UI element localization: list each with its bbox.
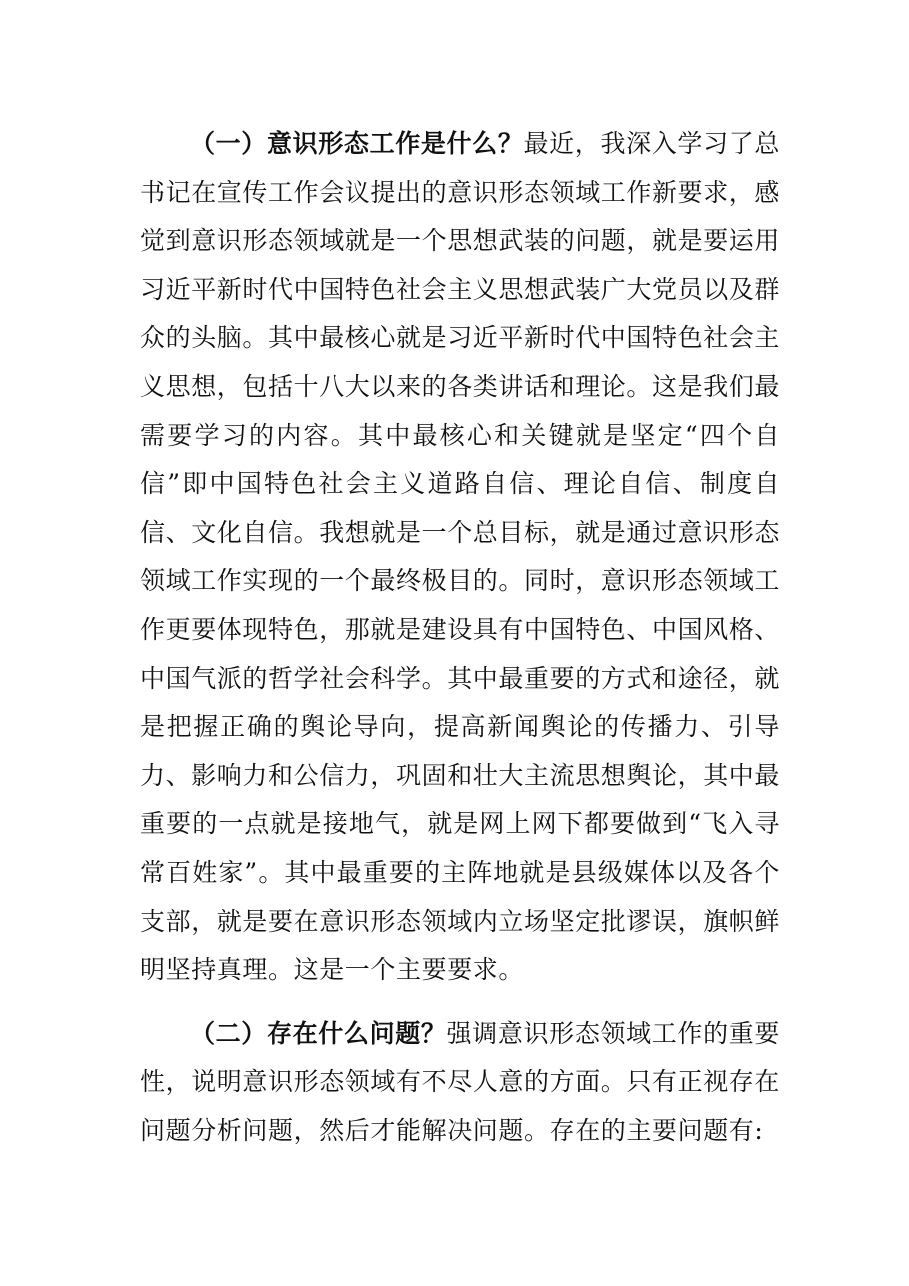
paragraph-1	[140, 120, 780, 995]
document-body	[140, 120, 780, 1155]
paragraph-2	[140, 1010, 780, 1156]
paragraph-2-text: 强调意识形态领域工作的重要性，说明意识形态领域有不尽人意的方面。只有正视存在问题分析问题，然后才能解决问题。存在的主要问题有:	[140, 1018, 781, 1145]
paragraph-1-text: 最近，我深入学习了总书记在宣传工作会议提出的意识形态领域工作新要求，感觉到意识形态领域就是一个思想武装的问题，就是要运用习近平新时代中国特色社会主义思想武装广大党员以及群众的头脑。其中最核心就是习近平新时代中国特色社会主义思想，包括十八大以来的各类讲话和理论。这是我们最需要学习的内容。其中最核心和关键就是坚定“四个自信”即中国特色社会主义道路自信、理论自信、制度自信、文化自信。我想就是一个总目标，就是通过意识形态领域工作实现的一个最终极目的。同时，意识形态领域工作更要体现特色，那就是建设具有中国特色、中国风格、中国气派的哲学社会科学。其中最重要的方式和途径，就是把握正确的舆论导向，提高新闻舆论的传播力、引导力、影响力和公信力，巩固和壮大主流思想舆论，其中最重要的一点就是接地气，就是网上网下都要做到“飞入寻常百姓家”。其中最重要的主阵地就是县级媒体以及各个支部，就是要在意识形态领域内立场坚定批谬误，旗帜鲜明坚持真理。这是一个主要要求。	[140, 129, 781, 985]
paragraph-2-heading: （二）存在什么问题？	[190, 1018, 447, 1048]
paragraph-1-heading: （一）意识形态工作是什么？	[190, 129, 524, 158]
